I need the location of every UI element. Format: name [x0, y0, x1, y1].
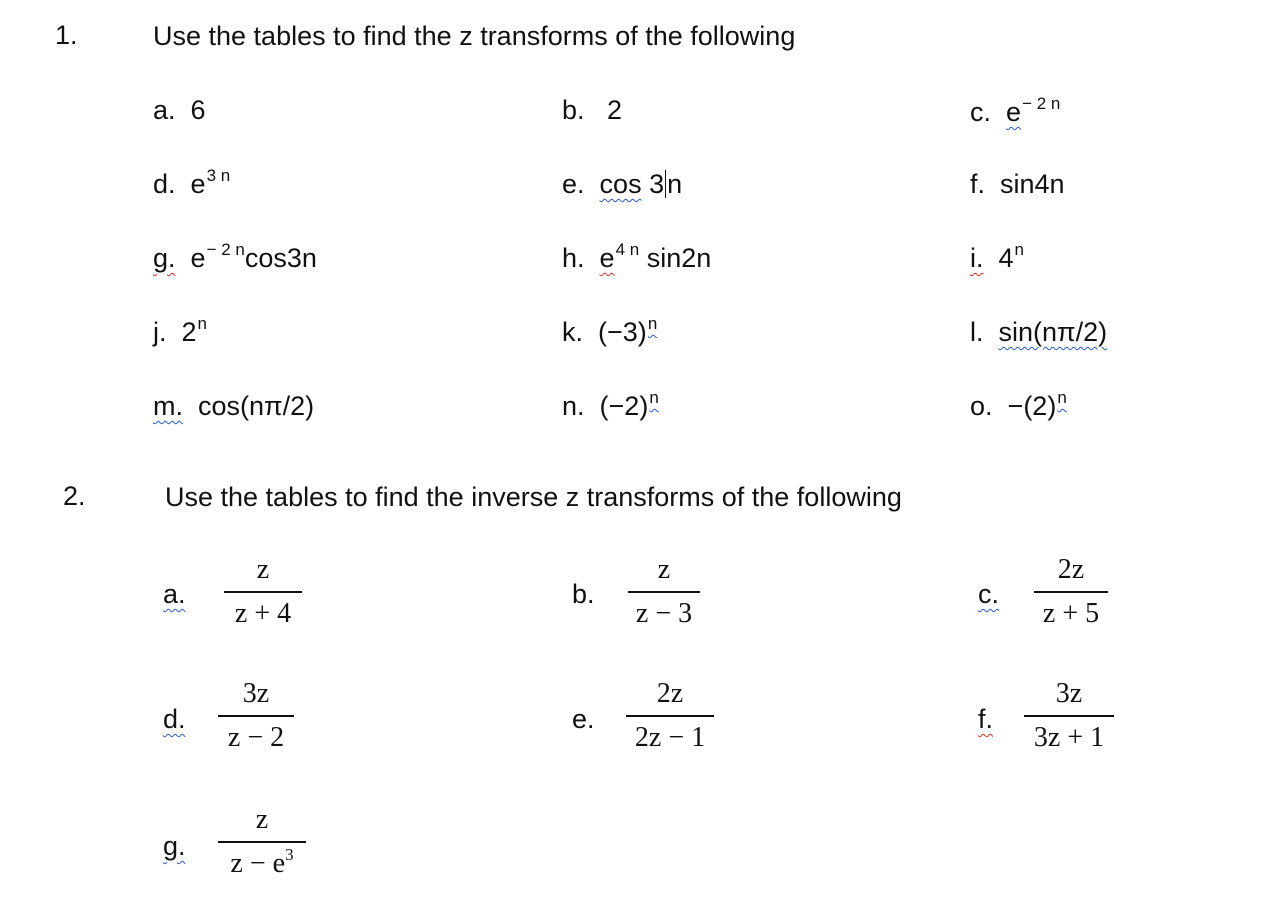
numerator: 3z: [242, 678, 270, 709]
q1-item-i: [970, 242, 1024, 278]
item-label: i.: [970, 243, 984, 273]
denominator: z + 5: [1042, 597, 1100, 629]
fraction-bar: [218, 715, 294, 717]
item-label: e.: [562, 169, 585, 199]
q1-item-h: [562, 242, 711, 278]
item-base: e: [1006, 97, 1022, 127]
q2-item-f-fraction: [1024, 677, 1114, 755]
q2-item-c-fraction: [1034, 553, 1108, 631]
q1-item-m: [153, 390, 314, 422]
item-exponent: − 2 n: [1022, 94, 1061, 113]
item-base: −(2): [1007, 391, 1057, 421]
q2-item-d-label: d.: [163, 704, 186, 734]
item-label: m.: [153, 391, 183, 421]
q2-item-f-label: f.: [978, 704, 994, 734]
q1-item-b: [562, 94, 622, 126]
q2-item-a-label: a.: [163, 579, 186, 609]
q2-item-d-fraction: [218, 677, 294, 755]
item-function: cos: [599, 169, 642, 199]
q1-item-n: [562, 390, 659, 426]
q2-item-e-label: e.: [572, 704, 595, 734]
item-base: (−3): [598, 317, 647, 347]
item-exponent: n: [649, 388, 659, 407]
fraction-bar: [1034, 591, 1108, 593]
denominator: 3z + 1: [1033, 721, 1105, 753]
item-label: b.: [562, 95, 585, 125]
item-exponent: n: [197, 314, 208, 333]
item-label: o.: [970, 391, 993, 421]
item-base: e: [599, 243, 615, 273]
numerator: z: [657, 554, 671, 585]
item-exponent: 3 n: [206, 166, 231, 185]
item-factor: sin2n: [646, 243, 712, 273]
q1-item-c: [970, 96, 1060, 132]
item-expression: sin4n: [1000, 169, 1065, 199]
item-label: g.: [153, 243, 176, 273]
item-expression: sin(nπ/2): [998, 317, 1108, 347]
q1-item-e: [562, 168, 682, 200]
numerator: 2z: [656, 678, 684, 709]
item-label: a.: [153, 95, 176, 125]
q1-item-g: [153, 242, 317, 278]
denominator-base: z − e: [230, 847, 286, 879]
text-cursor: [665, 170, 666, 198]
q1-item-f: [970, 168, 1065, 200]
item-exponent: n: [647, 314, 658, 333]
item-exponent: n: [1014, 240, 1025, 259]
q2-item-a-fraction: [224, 553, 302, 631]
item-expression: 2: [607, 95, 623, 125]
q2-item-b-label: b.: [572, 579, 595, 609]
denominator: z − 3: [635, 597, 693, 629]
fraction-bar: [218, 841, 306, 843]
fraction-bar: [1024, 715, 1114, 717]
q1-item-d: [153, 168, 230, 204]
question-1-prompt: Use the tables to find the z transforms of the following: [153, 21, 796, 51]
denominator: z − 2: [227, 721, 285, 753]
item-exponent: 4 n: [615, 240, 640, 259]
q1-item-o: [970, 390, 1067, 426]
item-argument-var: n: [667, 169, 683, 199]
q2-item-c-label: c.: [978, 579, 1000, 609]
item-label: j.: [153, 317, 167, 347]
numerator: z: [255, 804, 269, 835]
item-label: d.: [153, 169, 176, 199]
item-expression: 6: [190, 95, 206, 125]
denominator-exponent: 3: [285, 844, 294, 864]
item-label: k.: [562, 317, 584, 347]
item-factor: cos3n: [244, 243, 317, 273]
q2-item-b-fraction: [628, 553, 700, 631]
item-label: c.: [970, 97, 992, 127]
item-label: n.: [562, 391, 585, 421]
question-2-number: 2.: [63, 481, 86, 511]
item-expression: cos(nπ/2): [198, 391, 315, 421]
item-label: l.: [970, 317, 984, 347]
fraction-bar: [628, 591, 700, 593]
item-exponent: n: [1057, 388, 1067, 407]
fraction-bar: [626, 715, 714, 717]
denominator: 2z − 1: [634, 721, 706, 753]
q1-item-j: [153, 316, 207, 352]
item-base: (−2): [599, 391, 649, 421]
item-exponent: − 2 n: [206, 240, 245, 259]
fraction-bar: [224, 591, 302, 593]
numerator: 2z: [1057, 554, 1085, 585]
item-base: e: [190, 243, 206, 273]
denominator: z + 4: [234, 597, 292, 629]
question-1-number: 1.: [55, 20, 78, 50]
numerator: z: [256, 554, 270, 585]
q1-item-l: [970, 316, 1107, 348]
item-base: 2: [181, 317, 197, 347]
q2-item-e-fraction: [626, 677, 714, 755]
q1-item-k: [562, 316, 657, 352]
numerator: 3z: [1055, 678, 1083, 709]
q2-item-g-label: g.: [163, 831, 186, 861]
q2-item-g-fraction: [218, 803, 306, 884]
item-label: f.: [970, 169, 986, 199]
item-base: 4: [998, 243, 1014, 273]
item-argument: 3: [649, 169, 665, 199]
item-label: h.: [562, 243, 585, 273]
question-2-prompt: Use the tables to find the inverse z transforms of the following: [165, 482, 902, 512]
q1-item-a: [153, 94, 206, 126]
item-base: e: [190, 169, 206, 199]
denominator: [218, 844, 306, 884]
